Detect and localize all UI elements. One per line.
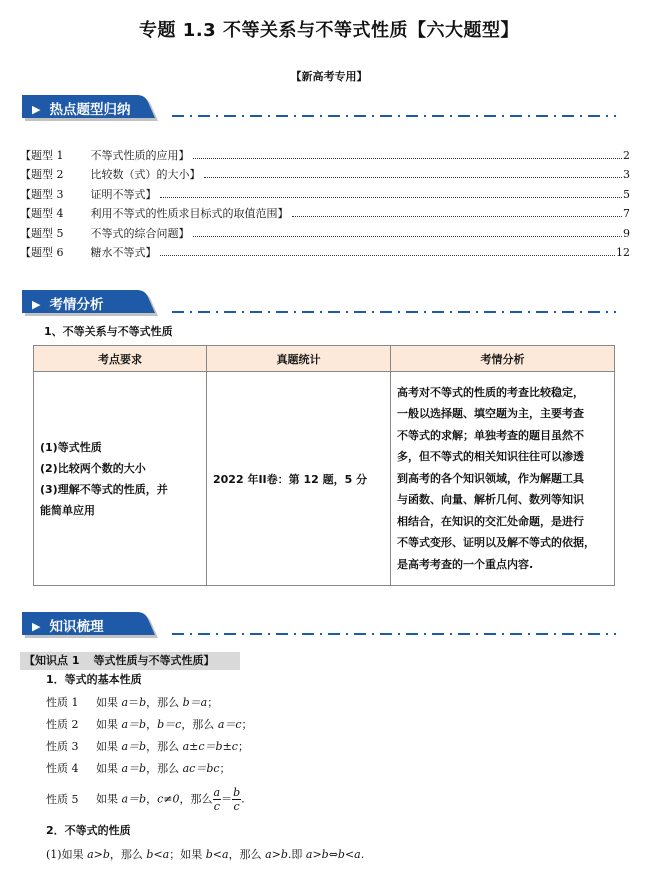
table-of-contents [20,147,630,263]
subheading-inequality: 2．不等式的性质 [46,824,131,837]
inequality-property-line [46,846,364,862]
requirement-item: (2)比较两个数的大小 [40,461,146,475]
text: ，那么 [228,848,266,861]
toc-entry[interactable] [20,186,630,205]
text: ，那么 [146,740,183,753]
header-analysis: 考情分析 [391,346,615,372]
text: ； [237,740,249,753]
play-triangle-icon: ▶ [32,620,41,633]
text: ＝ [221,792,233,806]
toc-leader-dots [204,176,623,178]
section-title: 热点题型归纳 [49,102,131,118]
toc-page-number: 9 [623,226,630,240]
numerator: a [213,786,221,799]
math: a>b [265,848,288,861]
requirement-item: 能简单应用 [40,503,95,517]
math: c≠0 [157,792,180,806]
text: ， [146,792,158,806]
property-line [46,694,218,710]
text: ＝ [128,696,140,709]
text: . [241,792,245,806]
document-subtitle: 【新高考专用】 [290,70,368,83]
play-triangle-icon: ▶ [32,103,41,116]
text: ； [241,718,253,731]
analysis-heading: 1、不等关系与不等式性质 [44,325,173,338]
toc-entry[interactable] [20,166,630,185]
analysis-line: 相结合，在知识的交汇处命题，是进行 [397,514,584,528]
toc-leader-dots [160,254,616,256]
text: 如果 [96,718,122,731]
text: 如果 [96,792,122,806]
toc-leader-dots [292,215,623,217]
toc-entry[interactable] [20,147,630,166]
play-triangle-icon: ▶ [32,298,41,311]
analysis-line: 是高考考查的一个重点内容. [397,557,534,571]
toc-text: 不等式的综合问题】 [90,226,190,240]
toc-number: 5 [56,226,64,240]
toc-text: 不等式性质的应用】 [90,149,190,162]
toc-number: 2 [56,168,64,182]
toc-number: 4 [56,207,64,221]
text: (1)如果 [46,848,88,861]
toc-prefix: 【题型 [20,245,53,259]
math: a＝b [121,740,147,753]
analysis-line: 高考对不等式的性质的考查比较稳定， [397,385,584,399]
math: a>b [87,848,110,861]
text: 如果 [96,696,122,709]
property-label: 性质 5 [46,792,79,806]
toc-number: 3 [56,187,64,201]
denominator: c [233,800,240,813]
table-row [34,372,615,586]
section-banner-knowledge [22,612,162,638]
toc-prefix: 【题型 [20,226,53,240]
text: ，那么 [181,718,218,731]
text: 如果 [96,762,122,775]
toc-text: 比较数（式）的大小】 [90,168,201,182]
math: a＝c [217,718,242,731]
text: .即 [287,848,306,861]
analysis-line: 一般以选择题、填空题为主，主要考查 [397,407,584,421]
knowledge-point-number: 【知识点 1 [24,654,80,667]
exam-stats-cell: 2022 年II卷：第 12 题，5 分 [207,372,391,586]
text: ，那么 [146,762,183,775]
dash-dot-divider [172,632,616,636]
analysis-line: 多，但不等式的相关知识往往可以渗透 [397,450,584,464]
math: b<a [146,848,170,861]
property-line [46,786,245,813]
toc-prefix: 【题型 [20,168,53,182]
property-line [46,716,253,732]
text: ，那么 [109,848,147,861]
math: b<a [205,848,229,861]
text: ，那么 [179,792,213,806]
dash-dot-divider [172,114,616,118]
property-label: 性质 3 [46,740,79,753]
analysis-line: 不等式变形、证明以及解不等式的依据， [397,536,595,550]
math: a＝b [121,762,147,775]
toc-page-number: 5 [623,187,630,201]
requirements-cell [34,372,207,586]
text: 如果 [96,740,122,753]
text: ；如果 [169,848,206,861]
toc-text: 证明不等式】 [90,187,157,201]
toc-leader-dots [193,157,623,159]
math: a>b⇔b<a [305,848,361,861]
toc-prefix: 【题型 [20,187,53,201]
text: ， [146,718,158,731]
subheading-equality: 1．等式的基本性质 [46,673,142,686]
math: a＝b [121,792,147,806]
text: . [360,848,365,861]
toc-page-number: 3 [623,168,630,182]
toc-number: 6 [56,245,64,259]
property-label: 性质 1 [46,696,79,709]
header-requirements: 考点要求 [34,346,207,372]
analysis-line: 不等式的求解；单独考查的题目虽然不 [397,428,584,442]
math: a±c＝b±c [182,740,238,753]
toc-page-number: 2 [623,149,630,162]
math: a＝b [121,718,147,731]
fraction [232,786,241,813]
toc-entry[interactable] [20,205,630,224]
numerator: b [233,786,241,799]
knowledge-point-label [20,652,240,670]
toc-prefix: 【题型 [20,207,53,221]
math: b＝c [157,718,182,731]
analysis-line: 到高考的各个知识领域，作为解题工具 [397,471,584,485]
analysis-line: 与函数、向量、解析几何、数列等知识 [397,493,584,507]
toc-number: 1 [56,149,64,162]
toc-page-number: 7 [623,207,630,221]
text: ； [219,762,231,775]
denominator: c [213,800,220,813]
text: ； [207,696,219,709]
requirement-item: (1)等式性质 [40,440,102,454]
dash-dot-divider [172,310,616,314]
text: ，那么 [146,696,183,709]
knowledge-point-title: 等式性质与不等式性质】 [93,654,215,667]
analysis-table [33,345,615,586]
math: b [139,696,147,709]
section-banner-analysis [22,290,162,316]
math: ac＝bc [182,762,220,775]
section-title: 考情分析 [49,297,104,313]
math: a [121,696,129,709]
analysis-cell [391,372,615,586]
toc-leader-dots [160,196,623,198]
toc-entry[interactable] [20,225,630,244]
header-exam-stats: 真题统计 [207,346,391,372]
property-label: 性质 2 [46,718,79,731]
section-banner-hot-types [22,95,162,121]
document-title: 专题 1.3 不等关系与不等式性质【六大题型】 [139,20,519,41]
toc-leader-dots [193,235,623,237]
property-label: 性质 4 [46,762,79,775]
toc-entry[interactable] [20,244,630,263]
toc-text: 利用不等式的性质求目标式的取值范围】 [90,207,289,221]
fraction [213,786,222,813]
toc-page-number: 12 [616,245,630,259]
requirement-item: (3)理解不等式的性质，并 [40,482,168,496]
property-line [46,760,231,776]
property-line [46,738,249,754]
math: b＝a [182,696,208,709]
toc-prefix: 【题型 [20,149,53,162]
toc-text: 糖水不等式】 [90,245,157,259]
section-title: 知识梳理 [49,619,104,635]
